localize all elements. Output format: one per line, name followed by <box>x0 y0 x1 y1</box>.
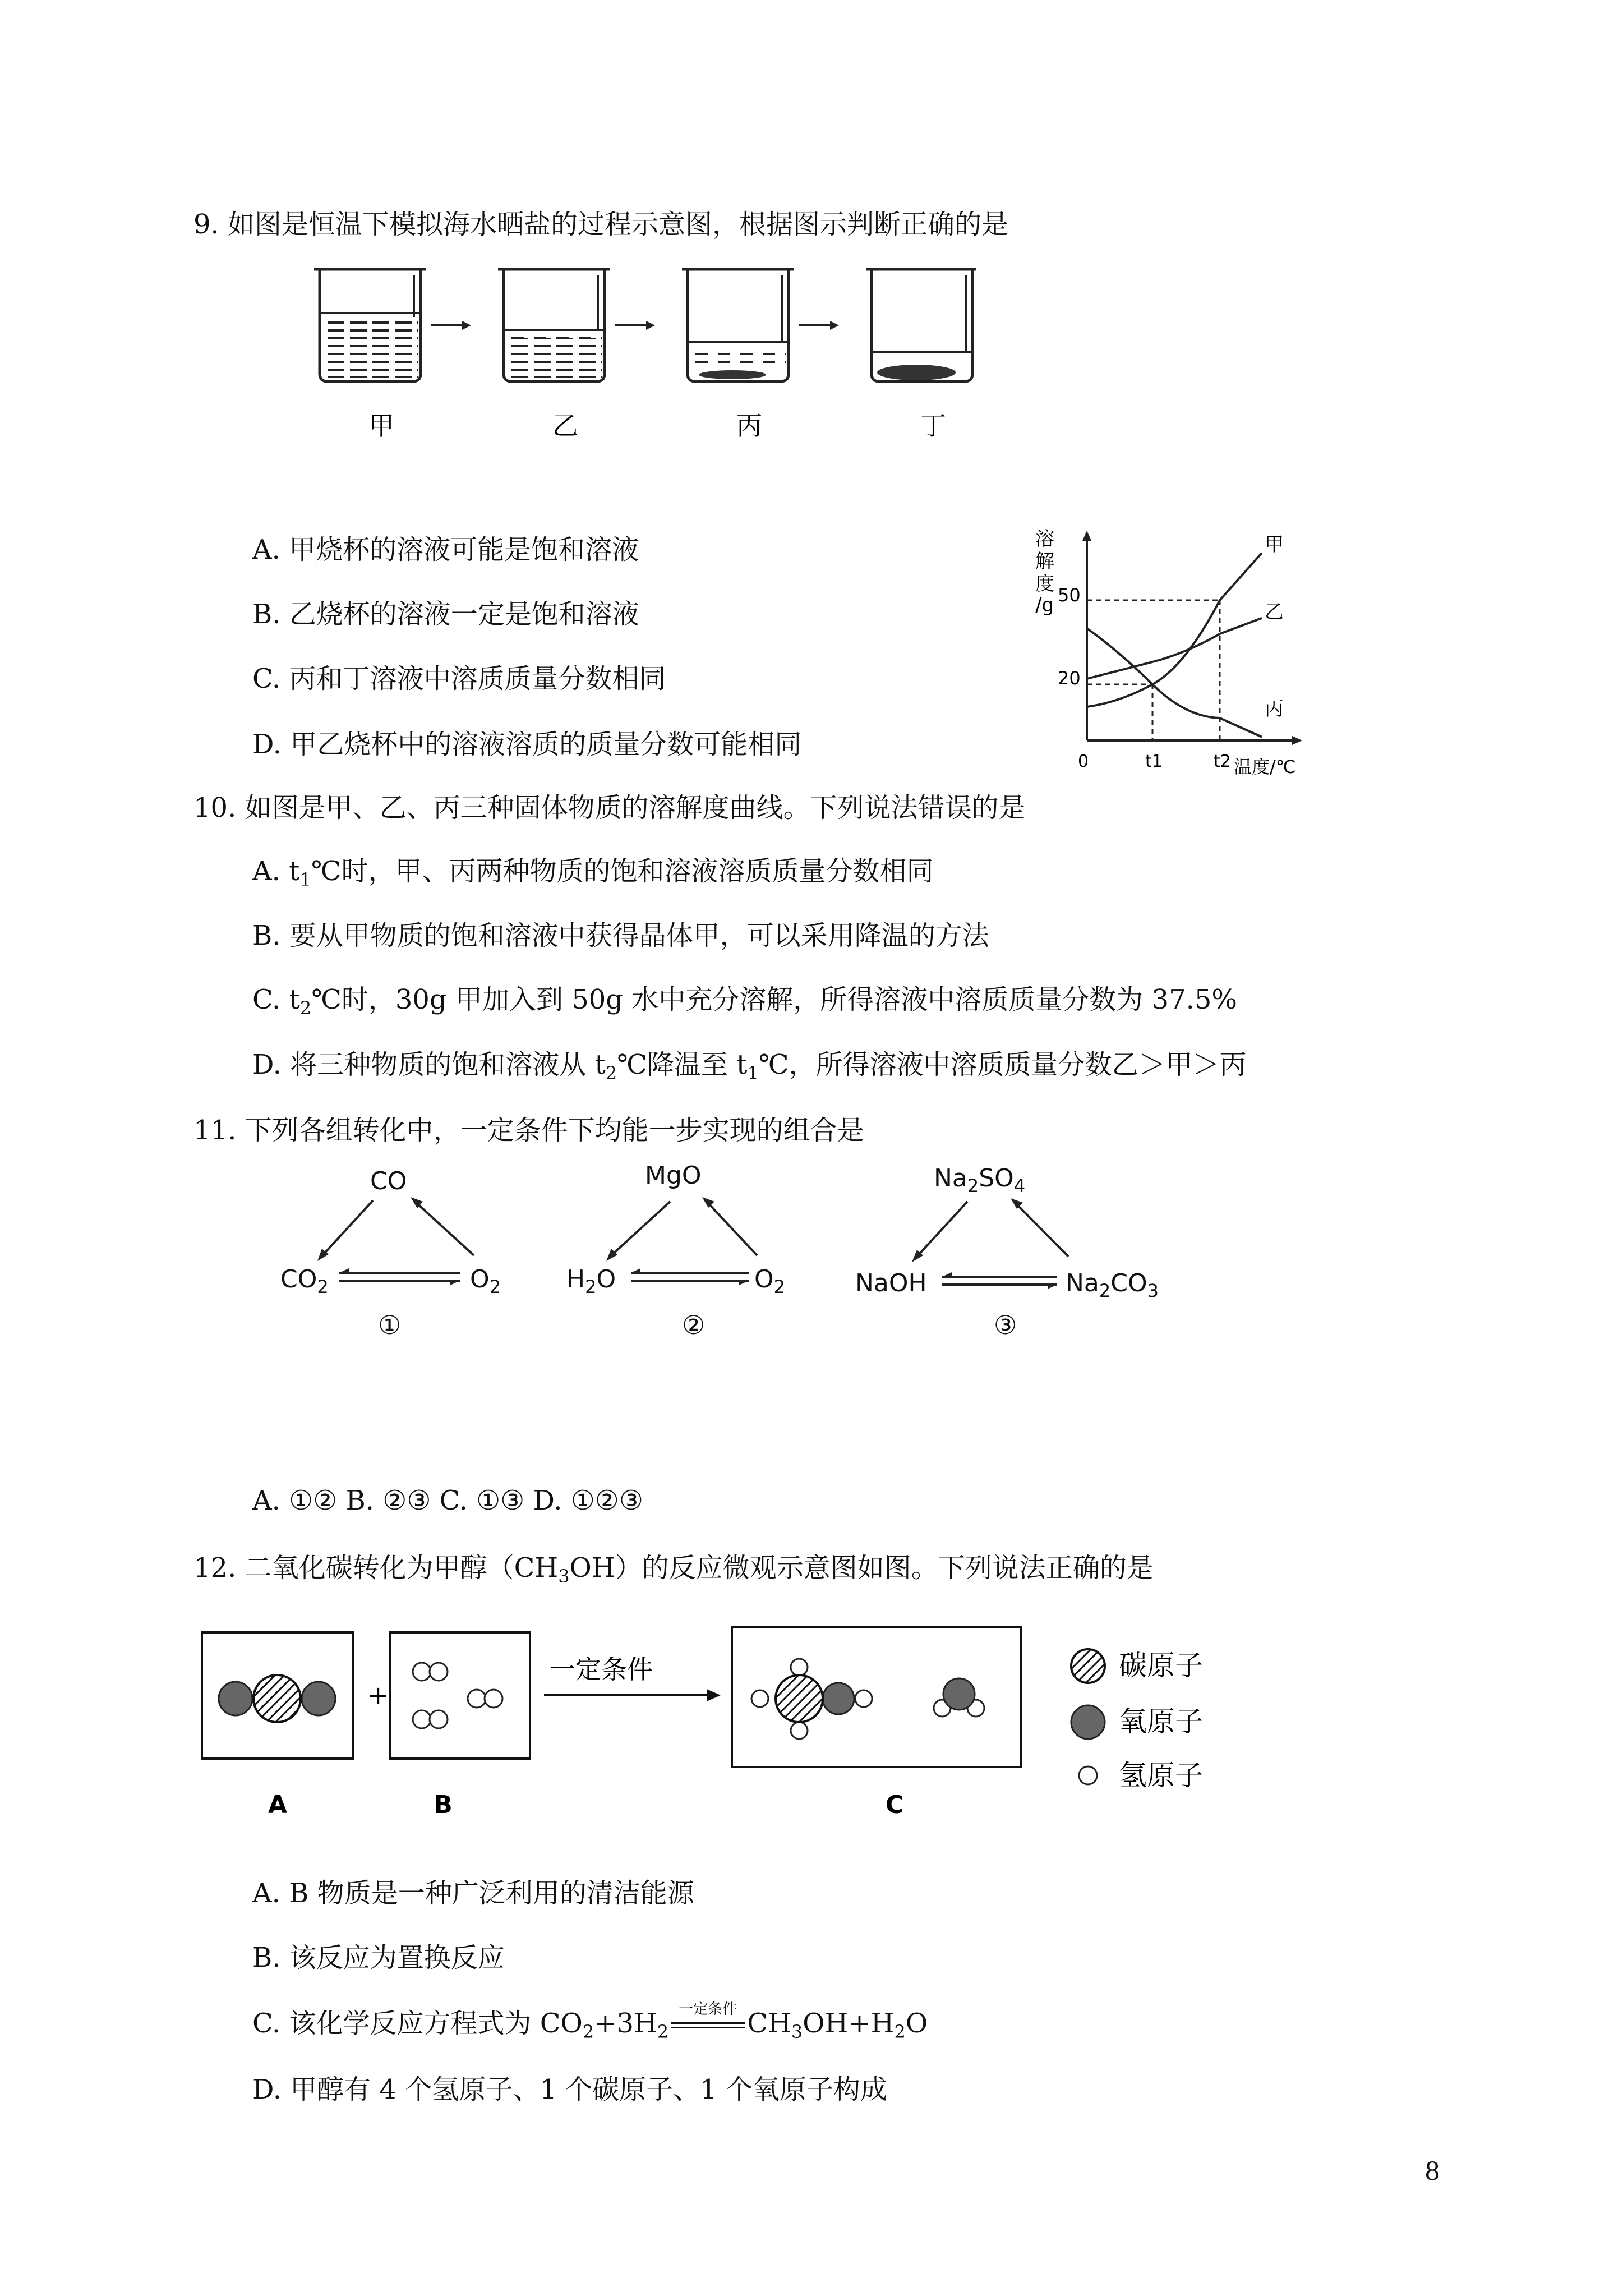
beaker-label-bing: 丙 <box>736 411 762 441</box>
y-tick-20: 20 <box>1058 668 1081 689</box>
q12-option-b: B. 该反应为置换反应 <box>252 1942 505 1973</box>
q9-option-b: B. 乙烧杯的溶液一定是饱和溶液 <box>252 599 639 630</box>
reaction-condition-equals: 一定条件 <box>668 2014 747 2037</box>
g3-left: NaOH <box>855 1269 927 1297</box>
q12-option-a: A. B 物质是一种广泛利用的清洁能源 <box>252 1878 694 1909</box>
legend-hydrogen-label: 氢原子 <box>1119 1759 1203 1792</box>
g2-arrows <box>566 1195 802 1307</box>
q9-stem: 9. 如图是恒温下模拟海水晒盐的过程示意图，根据图示判断正确的是 <box>193 209 1009 240</box>
beaker-bing <box>682 269 794 381</box>
reaction-condition-label: 一定条件 <box>550 1654 653 1685</box>
x-tick-t1: t1 <box>1145 752 1163 771</box>
g2-top: MgO <box>645 1161 702 1190</box>
g1-left: $CO_2$ <box>280 1265 329 1297</box>
series-label-jia: 甲 <box>1265 533 1284 556</box>
co2-oxygen-right <box>302 1682 335 1715</box>
q12-option-d: D. 甲醇有 4 个氢原子、1 个碳原子、1 个氧原子构成 <box>252 2074 887 2105</box>
x-tick-0: 0 <box>1078 752 1089 771</box>
q10-option-c: C. $t_2℃$时，30g 甲加入到 50g 水中充分溶解，所得溶液中溶质质量分数为 37.5% <box>252 984 1238 1019</box>
series-label-yi: 乙 <box>1265 601 1284 623</box>
chart-guide-lines <box>1087 600 1220 740</box>
ylabel-char-1: 溶 <box>1035 528 1054 550</box>
q9-option-c: C. 丙和丁溶液中溶质质量分数相同 <box>252 663 666 694</box>
ylabel-char-3: 度 <box>1035 573 1054 595</box>
curve-jia <box>1087 553 1262 707</box>
g2-left: $H_2O$ <box>566 1265 616 1297</box>
methanol-molecule <box>751 1659 872 1739</box>
x-tick-t2: t2 <box>1214 752 1231 771</box>
box-label-b: B <box>434 1791 453 1819</box>
solubility-chart <box>1026 522 1318 785</box>
ylabel-char-2: 解 <box>1035 550 1054 573</box>
g3-top: $Na_2SO_4$ <box>934 1164 1026 1197</box>
q10-option-b: B. 要从甲物质的饱和溶液中获得晶体甲，可以采用降温的方法 <box>252 920 989 951</box>
legend-oxygen-icon <box>1071 1705 1105 1739</box>
chart-curves <box>1087 553 1262 737</box>
legend-hydrogen-icon <box>1079 1766 1097 1784</box>
series-label-bing: 丙 <box>1265 698 1284 720</box>
g3-arrows <box>855 1195 1091 1307</box>
beaker-yi <box>498 269 610 381</box>
q11-answer-options: A. ①② B. ②③ C. ①③ D. ①②③ <box>252 1485 643 1516</box>
h2-molecules <box>413 1663 502 1728</box>
box-b <box>390 1632 530 1759</box>
co2-oxygen-left <box>219 1682 252 1715</box>
co2-carbon <box>253 1675 301 1722</box>
q10-stem: 10. 如图是甲、乙、丙三种固体物质的溶解度曲线。下列说法错误的是 <box>193 792 1026 823</box>
page-number: 8 <box>1424 2157 1440 2186</box>
g1-right: $O_2$ <box>470 1265 501 1297</box>
x-axis-unit: 温度/℃ <box>1234 756 1296 777</box>
beaker-label-ding: 丁 <box>920 411 946 441</box>
q9-option-a: A. 甲烧杯的溶液可能是饱和溶液 <box>252 534 639 565</box>
g3-number: ③ <box>994 1310 1017 1340</box>
beaker-label-jia: 甲 <box>368 411 394 441</box>
g1-top: CO <box>370 1167 407 1195</box>
ylabel-char-4: /g <box>1035 594 1054 616</box>
legend-carbon-icon <box>1071 1649 1105 1683</box>
legend-oxygen-label: 氧原子 <box>1119 1705 1203 1738</box>
beaker-label-yi: 乙 <box>552 411 578 441</box>
g2-number: ② <box>682 1310 706 1340</box>
beaker-ding <box>866 269 976 381</box>
legend-carbon-label: 碳原子 <box>1119 1649 1203 1682</box>
plus-sign: + <box>367 1680 389 1710</box>
q10-option-d: D. 将三种物质的饱和溶液从 $t_2℃$降温至 $t_1℃$，所得溶液中溶质质量分数乙＞甲＞丙 <box>252 1049 1247 1084</box>
water-molecule <box>934 1678 984 1717</box>
methanol-micro-diagram <box>191 1616 1290 1823</box>
curve-bing <box>1087 628 1262 737</box>
q12-option-c: C. 该化学反应方程式为 $CO_2+3H_2$ 一定条件 $CH_3OH+H_2O$ <box>252 2000 928 2042</box>
box-label-c: C <box>885 1791 904 1819</box>
q10-option-a: A. $t_1℃$时，甲、丙两种物质的饱和溶液溶质质量分数相同 <box>252 855 934 890</box>
q12-stem: 12. 二氧化碳转化为甲醇$(CH_3OH)$的反应微观示意图如图。下列说法正确的是 <box>193 1552 1154 1587</box>
g2-right: $O_2$ <box>754 1265 785 1297</box>
g3-right: $Na_2CO_3$ <box>1066 1269 1159 1301</box>
g1-arrows <box>280 1195 516 1307</box>
beaker-sequence-diagram <box>303 264 976 449</box>
q11-stem: 11. 下列各组转化中，一定条件下均能一步实现的组合是 <box>193 1115 864 1146</box>
g1-number: ① <box>378 1310 402 1340</box>
q9-option-d: D. 甲乙烧杯中的溶液溶质的质量分数可能相同 <box>252 729 802 760</box>
y-tick-50: 50 <box>1058 585 1081 606</box>
beaker-jia <box>314 269 426 381</box>
box-label-a: A <box>268 1791 288 1819</box>
